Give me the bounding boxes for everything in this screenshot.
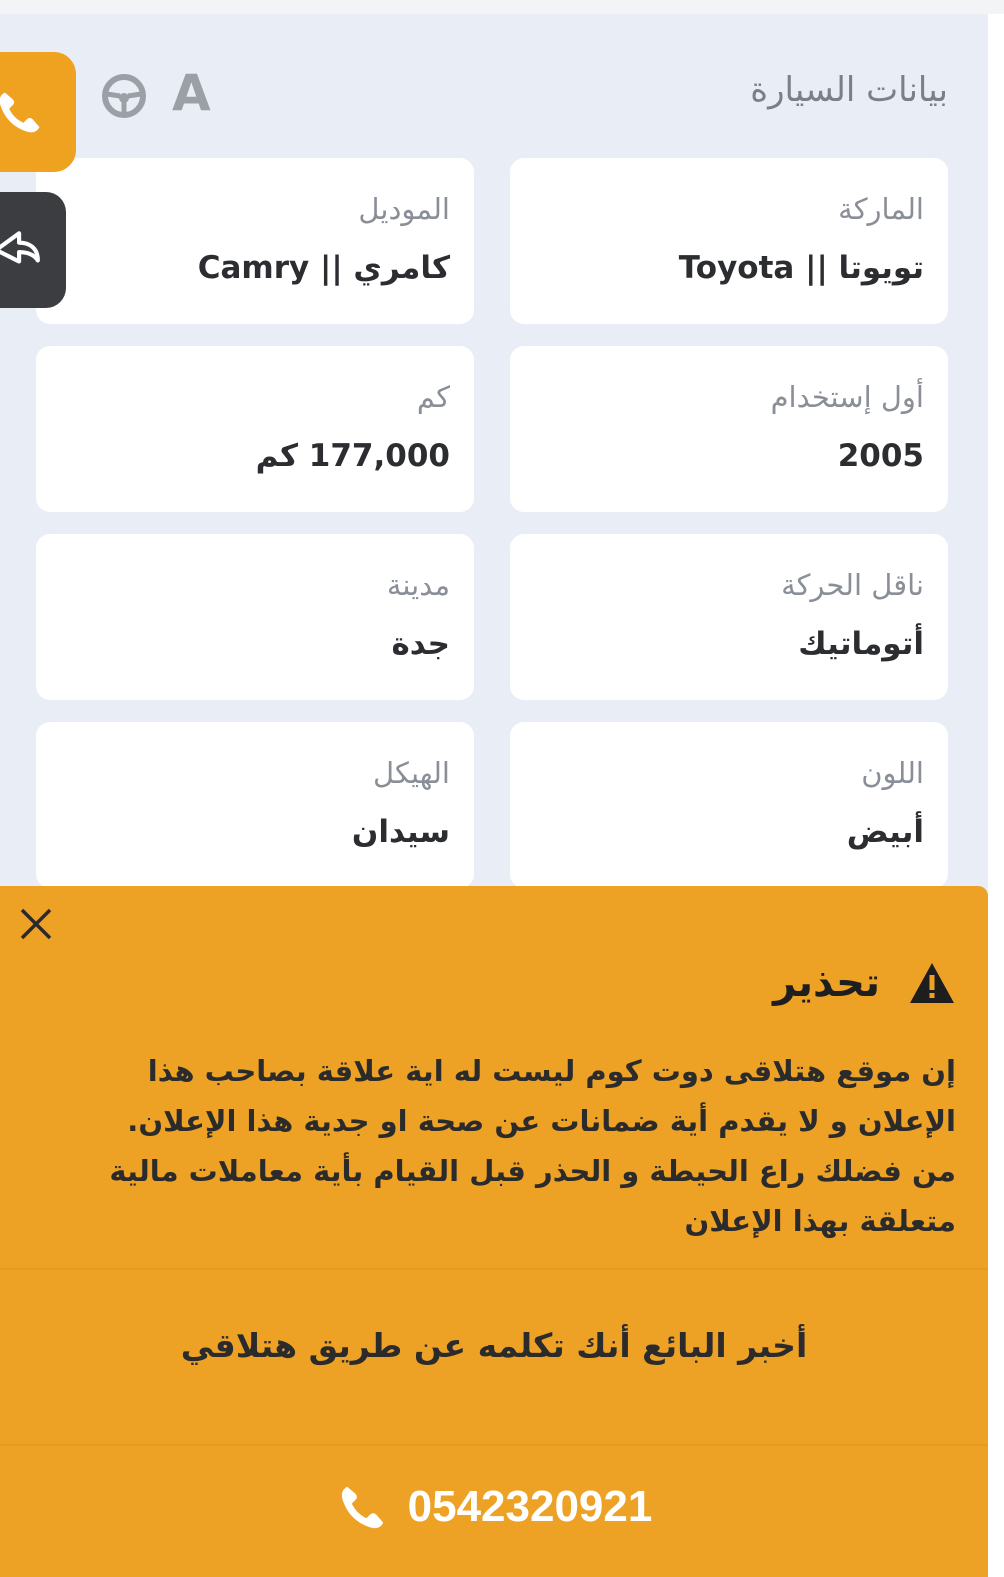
warning-triangle-icon bbox=[908, 961, 956, 1005]
detail-label: ناقل الحركة bbox=[781, 568, 924, 602]
top-strip bbox=[0, 0, 1004, 14]
detail-value: أتوماتيك bbox=[798, 626, 924, 662]
detail-label: كم bbox=[416, 380, 450, 414]
detail-card-model bbox=[36, 158, 474, 324]
section-title: بيانات السيارة bbox=[750, 70, 948, 110]
warning-title: تحذير bbox=[773, 960, 880, 1006]
call-seller-button[interactable] bbox=[0, 1480, 988, 1534]
detail-label: الهيكل bbox=[373, 756, 450, 790]
detail-card-mileage bbox=[36, 346, 474, 512]
warning-header bbox=[773, 960, 956, 1006]
detail-label: مدينة bbox=[386, 568, 450, 602]
detail-card-body-type bbox=[36, 722, 474, 888]
steering-wheel-icon bbox=[100, 72, 148, 120]
detail-card-first-use bbox=[510, 346, 948, 512]
warning-message: إن موقع هتلاقى دوت كوم ليست له اية علاقة بصاحب هذا الإعلان و لا يقدم أية ضمانات عن صحة او جدية هذا الإعلان. من فضلك راع الحيطة و الحذر قبل القيام بأية معاملات مالية متعلقة بهذا الإعلان bbox=[109, 1054, 956, 1238]
detail-value: 2005 bbox=[837, 438, 924, 474]
phone-icon bbox=[336, 1480, 390, 1534]
share-icon bbox=[0, 225, 42, 275]
phone-icon bbox=[0, 86, 46, 138]
detail-value: 177,000 كم bbox=[255, 438, 450, 474]
page-edge bbox=[988, 14, 1004, 1577]
detail-label: الموديل bbox=[358, 192, 450, 226]
seller-phone-number: 0542320921 bbox=[407, 1482, 653, 1531]
detail-card-city bbox=[36, 534, 474, 700]
detail-value: كامري || Camry bbox=[197, 250, 450, 286]
detail-label: الماركة bbox=[838, 192, 924, 226]
detail-value: جدة bbox=[391, 626, 450, 662]
detail-label: اللون bbox=[861, 756, 924, 790]
detail-card-color bbox=[510, 722, 948, 888]
divider bbox=[0, 1444, 988, 1446]
detail-value: سيدان bbox=[351, 814, 450, 850]
floating-call-button[interactable] bbox=[0, 52, 76, 172]
detail-label: أول إستخدام bbox=[770, 380, 924, 414]
divider bbox=[0, 1268, 988, 1270]
detail-card-brand bbox=[510, 158, 948, 324]
close-icon[interactable] bbox=[18, 906, 54, 942]
floating-share-button[interactable] bbox=[0, 192, 66, 308]
tell-seller-note: أخبر البائع أنك تكلمه عن طريق هتلاقي bbox=[180, 1326, 808, 1365]
detail-value: تويوتا || Toyota bbox=[678, 250, 924, 286]
detail-value: أبيض bbox=[846, 814, 924, 850]
detail-card-transmission bbox=[510, 534, 948, 700]
letter-a-icon: A bbox=[172, 64, 211, 122]
